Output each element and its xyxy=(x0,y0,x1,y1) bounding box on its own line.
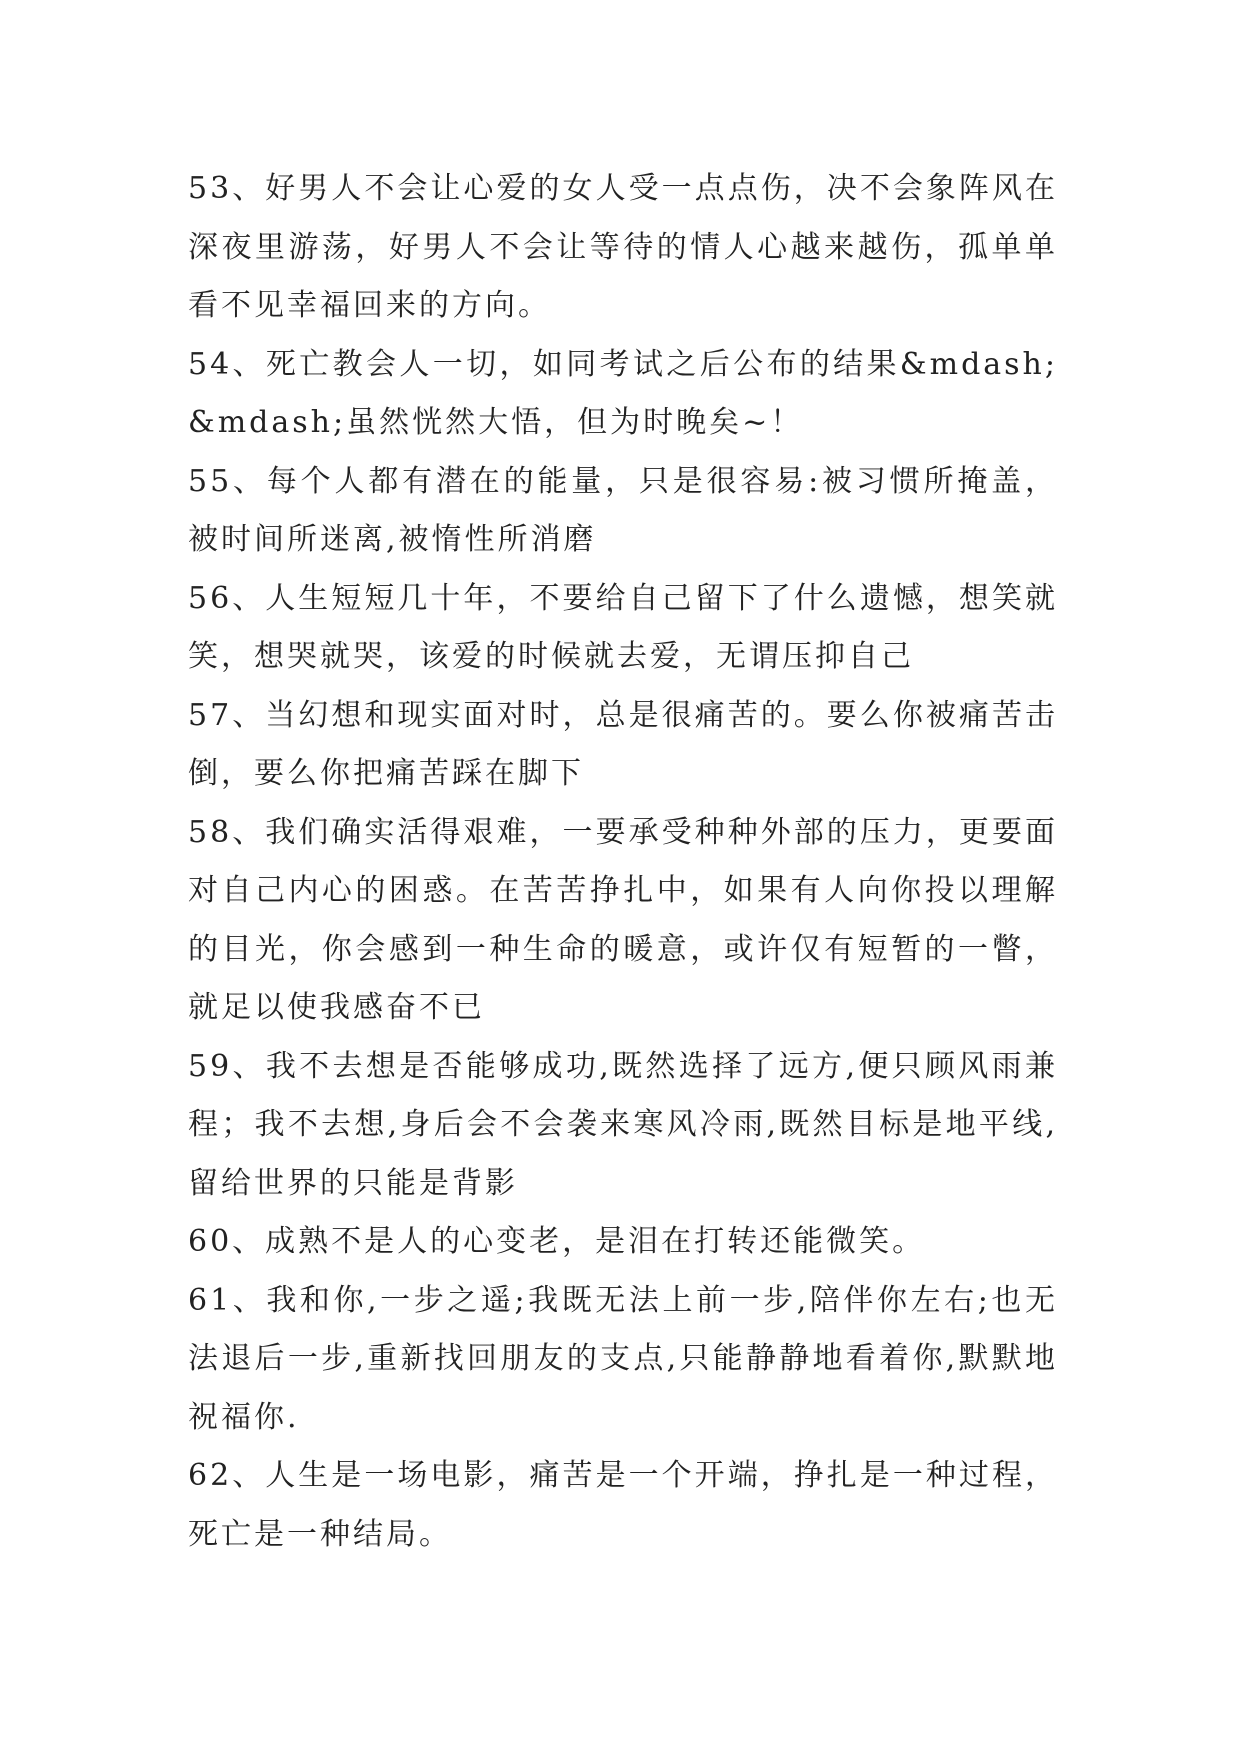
paragraph-54: 54、死亡教会人一切，如同考试之后公布的结果&mdash;&mdash;虽然恍然大悟，但为时晚矣~！ xyxy=(188,346,1058,440)
paragraph-62: 62、人生是一场电影，痛苦是一个开端，挣扎是一种过程，死亡是一种结局。 xyxy=(188,1458,1058,1552)
document-body xyxy=(188,160,1058,1564)
paragraph-61: 61、我和你,一步之遥;我既无法上前一步,陪伴你左右;也无法退后一步,重新找回朋友的支点,只能静静地看着你,默默地祝福你. xyxy=(188,1282,1058,1435)
paragraph-55: 55、每个人都有潜在的能量，只是很容易:被习惯所掩盖，被时间所迷离,被惰性所消磨 xyxy=(188,463,1058,557)
paragraph-57: 57、当幻想和现实面对时，总是很痛苦的。要么你被痛苦击倒，要么你把痛苦踩在脚下 xyxy=(188,697,1058,791)
paragraph-60: 60、成熟不是人的心变老，是泪在打转还能微笑。 xyxy=(188,1224,926,1259)
paragraph-58: 58、我们确实活得艰难，一要承受种种外部的压力，更要面对自己内心的困惑。在苦苦挣扎中，如果有人向你投以理解的目光，你会感到一种生命的暖意，或许仅有短暂的一瞥，就足以使我感奋不已 xyxy=(188,814,1058,1025)
paragraph-59: 59、我不去想是否能够成功,既然选择了远方,便只顾风雨兼程；我不去想,身后会不会袭来寒风冷雨,既然目标是地平线,留给世界的只能是背影 xyxy=(188,1048,1058,1201)
paragraph-53: 53、好男人不会让心爱的女人受一点点伤，决不会象阵风在深夜里游荡，好男人不会让等待的情人心越来越伤，孤单单看不见幸福回来的方向。 xyxy=(188,171,1058,323)
paragraph-56: 56、人生短短几十年，不要给自己留下了什么遗憾，想笑就笑，想哭就哭，该爱的时候就去爱，无谓压抑自己 xyxy=(188,580,1058,674)
